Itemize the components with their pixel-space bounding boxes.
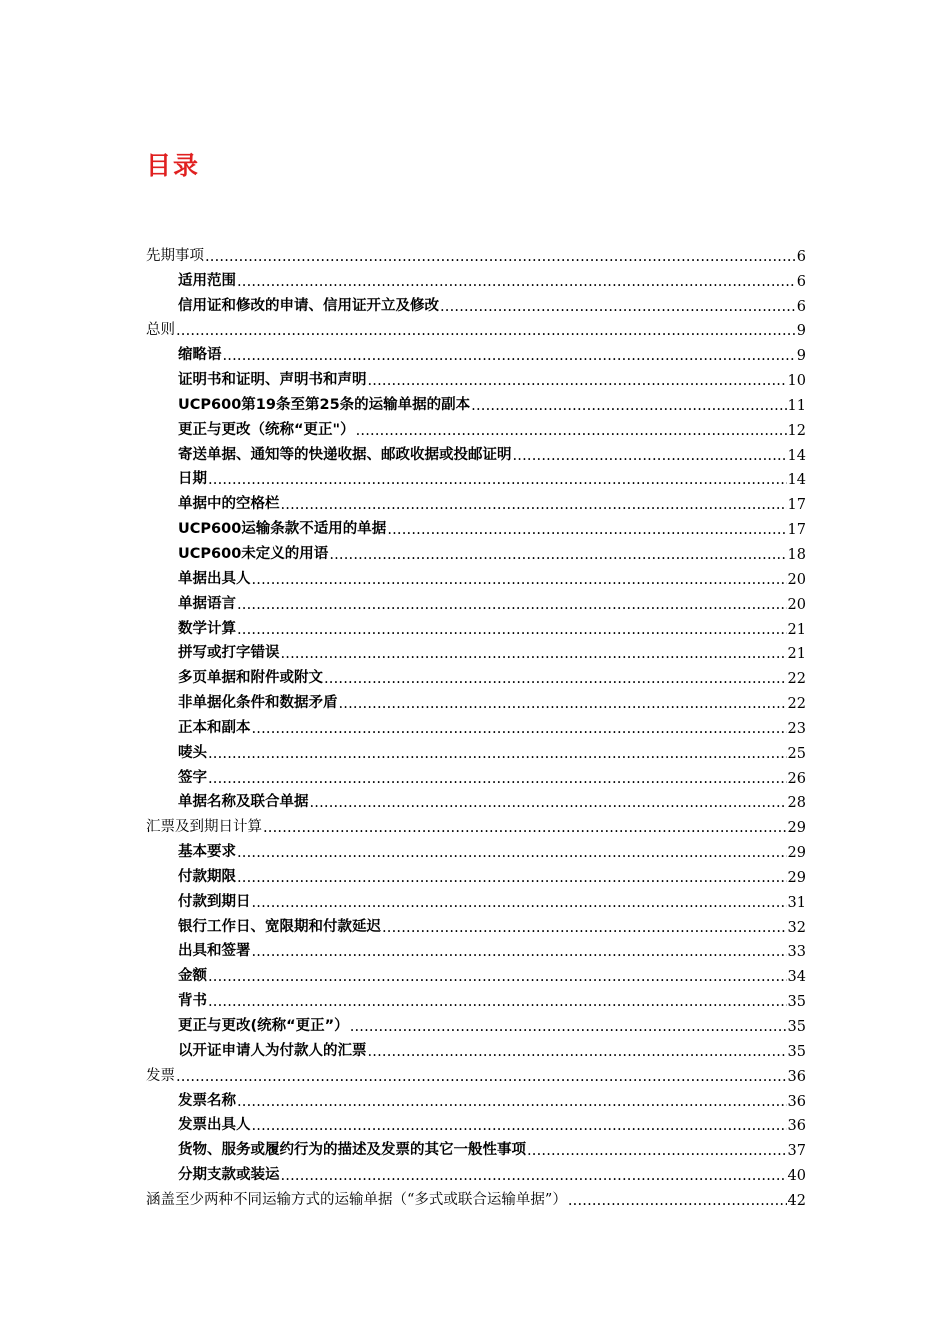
dot-leader	[471, 398, 786, 414]
toc-entry-page-number: 35	[787, 1043, 806, 1060]
dot-leader	[263, 820, 787, 836]
toc-entry-label: 寄送单据、通知等的快递收据、邮政收据或投邮证明	[178, 446, 512, 463]
toc-entry-label: UCP600未定义的用语	[178, 545, 329, 562]
toc-entry-page-number: 36	[787, 1068, 806, 1085]
dot-leader	[252, 895, 787, 911]
toc-entry-page-number: 11	[787, 397, 806, 414]
dot-leader	[252, 944, 787, 960]
dot-leader	[237, 597, 787, 613]
dot-leader	[237, 870, 787, 886]
toc-entry[interactable]	[146, 563, 806, 588]
toc-entry[interactable]	[146, 1035, 806, 1060]
dot-leader	[252, 1118, 787, 1134]
toc-entry-page-number: 32	[787, 919, 806, 936]
toc-entry-label: 背书	[178, 993, 207, 1010]
dot-leader	[350, 1019, 787, 1035]
toc-entry-page-number: 22	[787, 671, 806, 688]
toc-entry[interactable]	[146, 513, 806, 538]
toc-entry-label: 唛头	[178, 744, 207, 761]
toc-entry-label: 证明书和证明、声明书和声明	[178, 372, 367, 389]
toc-entry-page-number: 9	[796, 348, 806, 365]
toc-entry[interactable]	[146, 787, 806, 812]
dot-leader	[237, 1094, 787, 1110]
page-title: 目录	[146, 151, 201, 180]
dot-leader	[440, 299, 796, 315]
dot-leader	[252, 721, 787, 737]
toc-entry-label: 单据中的空格栏	[178, 496, 280, 513]
toc-entry[interactable]	[146, 886, 806, 911]
dot-leader	[329, 547, 786, 563]
toc-entry-label: 更正与更改(统称“更正”）	[178, 1018, 349, 1034]
dot-leader	[252, 572, 787, 588]
toc-entry[interactable]	[146, 265, 806, 290]
toc-entry[interactable]	[146, 1159, 806, 1184]
toc-entry-label: 适用范围	[178, 272, 236, 289]
toc-entry-page-number: 23	[787, 720, 806, 737]
toc-entry[interactable]	[146, 811, 806, 836]
toc-entry-label: 信用证和修改的申请、信用证开立及修改	[178, 297, 439, 314]
toc-entry-label: 出具和签署	[178, 943, 251, 960]
toc-entry-label: 数学计算	[178, 620, 236, 637]
toc-entry[interactable]	[146, 1060, 806, 1085]
toc-entry-page-number: 26	[787, 770, 806, 787]
dot-leader	[223, 348, 796, 364]
toc-entry-label: 拼写或打字错误	[178, 645, 280, 662]
dot-leader	[568, 1193, 787, 1209]
toc-entry-page-number: 21	[787, 621, 806, 638]
toc-entry-label: 发票出具人	[178, 1117, 251, 1134]
dot-leader	[527, 1143, 787, 1159]
toc-entry[interactable]	[146, 936, 806, 961]
toc-entry-page-number: 29	[787, 820, 806, 837]
toc-entry-page-number: 17	[787, 497, 806, 514]
dot-leader	[356, 423, 787, 439]
toc-entry[interactable]	[146, 290, 806, 315]
toc-entry-label: 更正与更改（统称“更正"）	[178, 421, 355, 438]
toc-entry-label: 发票	[146, 1067, 175, 1084]
dot-leader	[324, 671, 787, 687]
toc-entry-page-number: 37	[787, 1143, 806, 1160]
toc-entry[interactable]	[146, 1110, 806, 1135]
toc-entry-label: UCP600第19条至第25条的运输单据的副本	[178, 396, 471, 413]
toc-entry[interactable]	[146, 1085, 806, 1110]
toc-entry-page-number: 18	[787, 546, 806, 563]
toc-entry-page-number: 33	[787, 944, 806, 961]
toc-entry[interactable]	[146, 488, 806, 513]
toc-entry-label: 多页单据和附件或附文	[178, 670, 323, 687]
toc-entry-page-number: 9	[796, 323, 806, 340]
toc-entry[interactable]	[146, 861, 806, 886]
toc-entry-label: 金额	[178, 968, 207, 985]
toc-entry-label: 基本要求	[178, 844, 236, 861]
toc-entry[interactable]	[146, 985, 806, 1010]
toc-entry[interactable]	[146, 1010, 806, 1035]
toc-entry[interactable]	[146, 439, 806, 464]
toc-entry-label: 付款到期日	[178, 893, 251, 910]
dot-leader	[208, 994, 787, 1010]
dot-leader	[208, 472, 787, 488]
table-of-contents	[146, 240, 806, 1209]
dot-leader	[237, 622, 787, 638]
toc-entry-page-number: 12	[787, 422, 806, 439]
toc-entry-label: 日期	[178, 471, 207, 488]
toc-entry[interactable]	[146, 538, 806, 563]
toc-entry-label: 单据出具人	[178, 570, 251, 587]
toc-entry[interactable]	[146, 737, 806, 762]
dot-leader	[176, 323, 796, 339]
toc-entry-page-number: 35	[787, 1019, 806, 1035]
toc-entry[interactable]	[146, 662, 806, 687]
toc-entry-label: 以开证申请人为付款人的汇票	[178, 1042, 367, 1059]
toc-entry-page-number: 21	[787, 646, 806, 663]
toc-entry-label: 正本和副本	[178, 719, 251, 736]
dot-leader	[208, 969, 787, 985]
toc-entry-page-number: 10	[787, 373, 806, 390]
dot-leader	[387, 522, 786, 538]
toc-entry-label: 总则	[146, 322, 175, 339]
toc-entry-label: 分期支款或装运	[178, 1167, 280, 1184]
dot-leader	[513, 448, 787, 464]
toc-entry-page-number: 17	[787, 522, 806, 539]
toc-entry[interactable]	[146, 687, 806, 712]
dot-leader	[339, 696, 787, 712]
dot-leader	[310, 795, 787, 811]
dot-leader	[281, 497, 787, 513]
dot-leader	[205, 249, 796, 265]
toc-entry-label: 银行工作日、宽限期和付款延迟	[178, 918, 381, 935]
toc-entry-label: 发票名称	[178, 1092, 236, 1109]
toc-entry[interactable]	[146, 315, 806, 340]
toc-entry[interactable]	[146, 836, 806, 861]
toc-entry[interactable]	[146, 613, 806, 638]
toc-entry[interactable]	[146, 339, 806, 364]
dot-leader	[281, 646, 787, 662]
toc-entry[interactable]	[146, 638, 806, 663]
toc-entry-page-number: 6	[796, 248, 806, 265]
toc-entry[interactable]	[146, 364, 806, 389]
toc-entry-page-number: 29	[787, 869, 806, 886]
toc-entry-page-number: 36	[787, 1118, 806, 1135]
dot-leader	[208, 771, 787, 787]
toc-entry-label: UCP600运输条款不适用的单据	[178, 521, 387, 538]
toc-entry[interactable]	[146, 762, 806, 787]
dot-leader	[368, 373, 787, 389]
toc-entry-label: 货物、服务或履约行为的描述及发票的其它一般性事项	[178, 1142, 526, 1159]
toc-entry-label: 单据名称及联合单据	[178, 794, 309, 811]
toc-entry-page-number: 35	[787, 994, 806, 1011]
toc-entry[interactable]	[146, 960, 806, 985]
dot-leader	[382, 920, 787, 936]
toc-entry-page-number: 6	[796, 298, 806, 315]
dot-leader	[176, 1069, 787, 1085]
toc-entry-page-number: 42	[787, 1192, 806, 1209]
toc-entry[interactable]	[146, 464, 806, 489]
toc-entry[interactable]	[146, 1134, 806, 1159]
toc-entry[interactable]	[146, 389, 806, 414]
toc-entry-label: 非单据化条件和数据矛盾	[178, 695, 338, 712]
toc-entry-page-number: 31	[787, 894, 806, 911]
toc-entry-label: 缩略语	[178, 347, 222, 364]
toc-entry-label: 汇票及到期日计算	[146, 819, 262, 836]
toc-entry-page-number: 14	[787, 447, 806, 464]
dot-leader	[237, 845, 787, 861]
toc-entry-page-number: 20	[787, 596, 806, 613]
toc-entry-page-number: 40	[787, 1168, 806, 1185]
toc-entry-page-number: 34	[787, 969, 806, 986]
toc-entry-page-number: 6	[796, 273, 806, 290]
toc-entry-page-number: 36	[787, 1093, 806, 1110]
toc-entry[interactable]	[146, 240, 806, 265]
toc-entry-page-number: 28	[787, 795, 806, 812]
dot-leader	[208, 746, 787, 762]
toc-entry-page-number: 14	[787, 472, 806, 489]
toc-entry-page-number: 25	[787, 745, 806, 762]
toc-entry-label: 涵盖至少两种不同运输方式的运输单据（“多式或联合运输单据”）	[146, 1191, 567, 1208]
dot-leader	[281, 1168, 787, 1184]
dot-leader	[368, 1044, 787, 1060]
toc-entry-page-number: 20	[787, 571, 806, 588]
toc-entry[interactable]	[146, 1184, 806, 1209]
toc-entry[interactable]	[146, 911, 806, 936]
toc-entry-label: 先期事项	[146, 247, 204, 264]
toc-entry-label: 付款期限	[178, 868, 236, 885]
toc-entry-page-number: 22	[787, 696, 806, 713]
toc-entry-page-number: 29	[787, 845, 806, 862]
toc-entry[interactable]	[146, 712, 806, 737]
dot-leader	[237, 274, 796, 290]
toc-entry[interactable]	[146, 588, 806, 613]
toc-entry-label: 签字	[178, 769, 207, 786]
toc-entry-label: 单据语言	[178, 595, 236, 612]
toc-entry[interactable]	[146, 414, 806, 439]
